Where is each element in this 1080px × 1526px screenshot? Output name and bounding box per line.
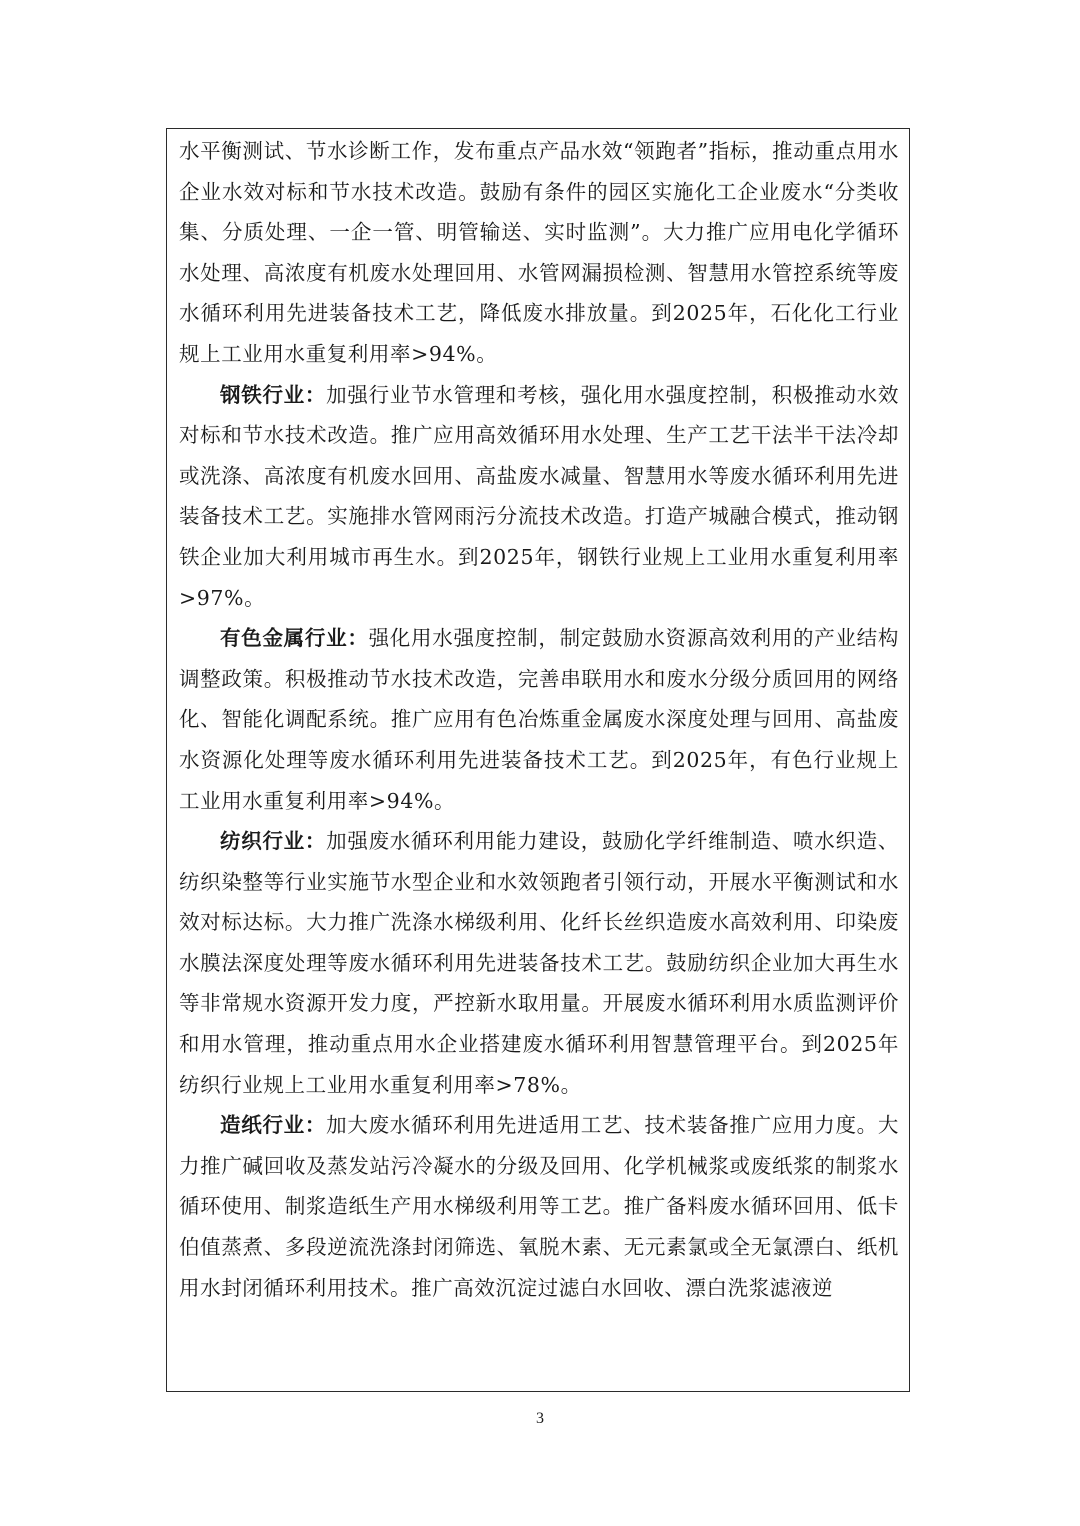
paragraph-paper-industry xyxy=(179,1105,899,1308)
paragraph-nonferrous-industry xyxy=(179,618,899,821)
content-frame xyxy=(166,128,910,1392)
paragraph-body: 加强废水循环利用能力建设，鼓励化学纤维制造、喷水织造、纺织染整等行业实施节水型企业和水效领跑者引领行动，开展水平衡测试和水效对标达标。大力推广洗涤水梯级利用、化纤长丝织造废水高效利用、印染废水膜法深度处理等废水循环利用先进装备技术工艺。鼓励纺织企业加大再生水等非常规水资源开发力度，严控新水取用量。开展废水循环利用水质监测评价和用水管理，推动重点用水企业搭建废水循环利用智慧管理平台。到2025年纺织行业规上工业用水重复利用率>78%。 xyxy=(179,829,900,1097)
paragraph-lead-heading: 有色金属行业： xyxy=(220,626,369,651)
page-number: 3 xyxy=(536,1410,544,1427)
paragraph-steel-industry xyxy=(179,375,899,619)
paragraph-body: 加强行业节水管理和考核，强化用水强度控制，积极推动水效对标和节水技术改造。推广应用高效循环用水处理、生产工艺干法半干法冷却或洗涤、高浓度有机废水回用、高盐废水减量、智慧用水等废水循环利用先进装备技术工艺。实施排水管网雨污分流技术改造。打造产城融合模式，推动钢铁企业加大利用城市再生水。到2025年，钢铁行业规上工业用水重复利用率>97%。 xyxy=(179,382,900,610)
paragraph-textile-industry xyxy=(179,821,899,1105)
paragraph-lead-heading: 纺织行业： xyxy=(220,829,327,854)
paragraph-petrochemical-continued xyxy=(179,131,899,375)
paragraph-body: 水平衡测试、节水诊断工作，发布重点产品水效“领跑者”指标，推动重点用水企业水效对标和节水技术改造。鼓励有条件的园区实施化工企业废水“分类收集、分质处理、一企一管、明管输送、实时监测”。大力推广应用电化学循环水处理、高浓度有机废水处理回用、水管网漏损检测、智慧用水管控系统等废水循环利用先进装备技术工艺，降低废水排放量。到2025年，石化化工行业规上工业用水重复利用率>94%。 xyxy=(179,139,899,366)
paragraph-lead-heading: 造纸行业： xyxy=(220,1113,327,1138)
paragraph-lead-heading: 钢铁行业： xyxy=(220,382,327,407)
paragraph-body: 加大废水循环利用先进适用工艺、技术装备推广应用力度。大力推广碱回收及蒸发站污冷凝水的分级及回用、化学机械浆或废纸浆的制浆水循环使用、制浆造纸生产用水梯级利用等工艺。推广备料废水循环回用、低卡伯值蒸煮、多段逆流洗涤封闭筛选、氧脱木素、无元素氯或全无氯漂白、纸机用水封闭循环利用技术。推广高效沉淀过滤白水回收、漂白洗浆滤液逆 xyxy=(179,1113,900,1300)
paragraph-body: 强化用水强度控制，制定鼓励水资源高效利用的产业结构调整政策。积极推动节水技术改造，完善串联用水和废水分级分质回用的网络化、智能化调配系统。推广应用有色冶炼重金属废水深度处理与回用、高盐废水资源化处理等废水循环利用先进装备技术工艺。到2025年，有色行业规上工业用水重复利用率>94%。 xyxy=(179,626,900,813)
